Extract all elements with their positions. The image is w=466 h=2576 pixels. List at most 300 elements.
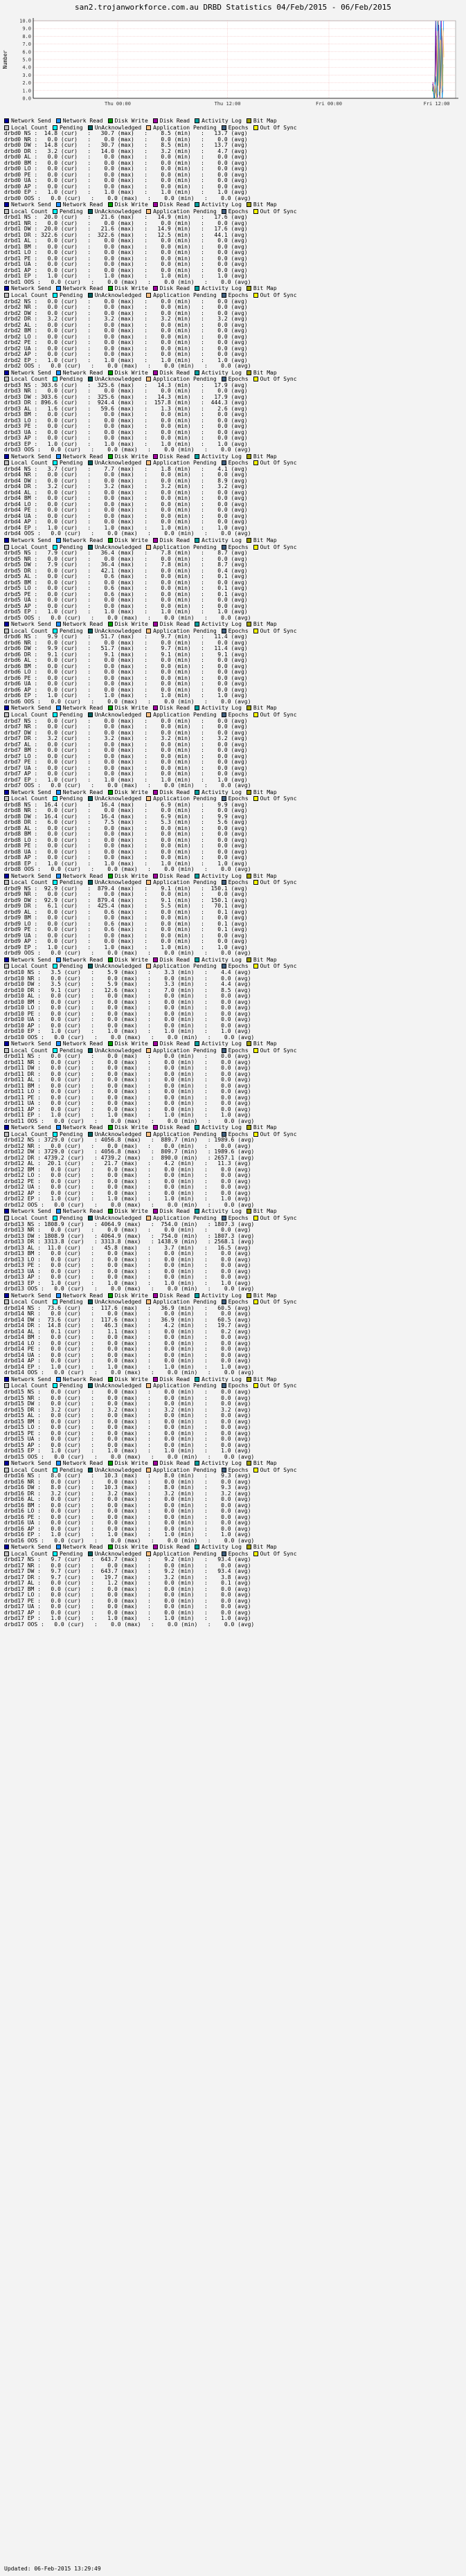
legend-row (4, 879, 466, 886)
legend-item (247, 1460, 277, 1467)
legend-label: Disk Read (159, 956, 190, 963)
legend-label: Activity Log (201, 1544, 242, 1551)
legend-label: Activity Log (201, 1292, 242, 1299)
stat-row: drbd6 OOS : 0.0 (cur) : 0.0 (max) : 0.0 (min) : 0.0 (avg) (4, 699, 251, 705)
legend-swatch (195, 957, 199, 962)
legend-item (4, 879, 48, 886)
legend-swatch (247, 1125, 251, 1130)
legend-item (53, 376, 83, 383)
device-block-drbd10 (4, 957, 466, 1041)
legend-item (53, 208, 83, 215)
legend-swatch (153, 454, 158, 459)
legend-label: UnAcknowledged (94, 1299, 142, 1306)
stat-row: drbd9 PE : 0.0 (cur) : 0.6 (max) : 0.0 (min) : 0.1 (avg) (4, 927, 248, 933)
legend-item (153, 453, 190, 460)
legend-item (247, 453, 277, 460)
legend-item (253, 1047, 297, 1054)
stat-row: drbd15 BM : 0.0 (cur) : 0.0 (max) : 0.0 (min) : 0.0 (avg) (4, 1418, 251, 1425)
legend-row (4, 537, 466, 544)
legend-label: Activity Log (201, 705, 242, 712)
stat-row: drbd9 NS : 92.9 (cur) : 879.4 (max) : 9.1 (min) : 150.1 (avg) (4, 885, 248, 892)
stat-row: drbd5 NR : 0.0 (cur) : 0.0 (max) : 0.0 (min) : 0.0 (avg) (4, 556, 248, 562)
legend-label: Pending (59, 1131, 83, 1137)
legend-label: UnAcknowledged (94, 460, 142, 467)
legend-label: Application Pending (153, 1047, 217, 1054)
statistics-panel (4, 118, 466, 1628)
legend-swatch (4, 874, 9, 879)
legend-item (4, 460, 48, 467)
legend-label: Epochs (228, 1131, 249, 1137)
legend-swatch (4, 460, 9, 465)
legend-row (4, 1124, 466, 1131)
legend-item (222, 628, 249, 635)
legend-label: Network Send (11, 1124, 51, 1131)
legend-item (146, 125, 217, 132)
legend-item (53, 1131, 83, 1138)
legend-swatch (253, 964, 258, 969)
legend-swatch (108, 1125, 113, 1130)
legend-item (153, 370, 190, 377)
legend-row (4, 705, 466, 712)
device-block-drbd8 (4, 789, 466, 873)
stat-row: drbd6 NR : 0.0 (cur) : 0.0 (max) : 0.0 (min) : 0.0 (avg) (4, 640, 248, 646)
legend-swatch (56, 202, 61, 207)
legend-swatch (253, 796, 258, 801)
legend-swatch (195, 454, 199, 459)
legend-label: Out Of Sync (260, 1215, 297, 1222)
legend-item (53, 1215, 83, 1222)
legend-item (195, 705, 242, 712)
legend-label: Out Of Sync (260, 208, 297, 215)
legend-row (4, 1376, 466, 1383)
legend-label: Epochs (228, 1047, 249, 1054)
legend-swatch (153, 622, 158, 627)
stat-row: drbd10 LO : 0.0 (cur) : 0.0 (max) : 0.0 (min) : 0.0 (avg) (4, 1005, 251, 1011)
legend-item (222, 292, 249, 299)
stat-row: drbd10 EP : 1.0 (cur) : 1.0 (max) : 1.0 (min) : 1.0 (avg) (4, 1029, 251, 1035)
legend-swatch (146, 1551, 151, 1556)
stat-row: drbd0 PE : 0.0 (cur) : 0.0 (max) : 0.0 (min) : 0.0 (avg) (4, 172, 248, 178)
legend-item (153, 1041, 190, 1047)
stat-row: drbd6 AP : 0.0 (cur) : 0.0 (max) : 0.0 (min) : 0.0 (avg) (4, 687, 248, 693)
stat-row: drbd9 UA : 0.0 (cur) : 0.0 (max) : 0.0 (min) : 0.0 (avg) (4, 933, 248, 939)
legend-item (53, 125, 83, 132)
stat-row: drbd4 LO : 0.0 (cur) : 0.0 (max) : 0.0 (min) : 0.0 (avg) (4, 501, 248, 507)
device-block-drbd12 (4, 1124, 466, 1208)
legend-swatch (253, 293, 258, 298)
legend-label: Network Read (62, 1376, 103, 1382)
legend-label: Disk Read (159, 1208, 190, 1215)
stat-row: drbd11 PE : 0.0 (cur) : 0.0 (max) : 0.0 (min) : 0.0 (avg) (4, 1095, 251, 1101)
legend-item (247, 1292, 277, 1299)
stat-row: drbd3 NR : 0.0 (cur) : 0.0 (max) : 0.0 (min) : 0.0 (avg) (4, 388, 248, 395)
legend-swatch (4, 1377, 9, 1382)
legend-swatch (195, 118, 199, 123)
legend-item (4, 1460, 51, 1467)
legend-label: Activity Log (201, 621, 242, 628)
legend-swatch (4, 293, 9, 298)
stat-row: drbd7 UA : 0.0 (cur) : 0.0 (max) : 0.0 (min) : 0.0 (avg) (4, 765, 248, 771)
legend-label: Epochs (228, 291, 249, 298)
legend-item (4, 1544, 51, 1551)
legend-item (108, 789, 148, 796)
legend-swatch (53, 629, 57, 633)
stat-row: drbd13 EP : 1.0 (cur) : 1.0 (max) : 1.0 (min) : 1.0 (avg) (4, 1280, 251, 1286)
legend-swatch (88, 209, 93, 214)
stat-row: drbd17 NR : 0.0 (cur) : 0.0 (max) : 0.0 (min) : 0.0 (avg) (4, 1562, 251, 1569)
legend-item (247, 118, 277, 125)
legend-swatch (56, 1209, 61, 1214)
legend-swatch (53, 1468, 57, 1472)
legend-item (195, 1208, 242, 1215)
legend-item (247, 1124, 277, 1131)
legend-item (88, 292, 141, 299)
legend-label: Application Pending (153, 460, 217, 467)
legend-label: Bit Map (253, 1460, 277, 1466)
legend-label: Disk Write (114, 453, 148, 460)
legend-label: Epochs (228, 627, 249, 634)
legend-swatch (53, 880, 57, 885)
legend-item (4, 1376, 51, 1383)
legend-item (4, 628, 48, 635)
legend-swatch (4, 1048, 9, 1053)
legend-swatch (4, 1383, 9, 1388)
legend-swatch (222, 1383, 226, 1388)
legend-item (153, 118, 190, 125)
legend-label: Epochs (228, 376, 249, 383)
device-block-drbd6 (4, 621, 466, 705)
legend-item (146, 1467, 217, 1474)
legend-label: UnAcknowledged (94, 124, 142, 131)
legend-item (247, 1544, 277, 1551)
legend-swatch (4, 1216, 9, 1221)
stat-row: drbd6 DW : 9.9 (cur) : 51.7 (max) : 9.7 (min) : 11.4 (avg) (4, 646, 248, 652)
legend-item (4, 795, 48, 802)
legend-label: Disk Read (159, 1544, 190, 1551)
legend-label: Out Of Sync (260, 1299, 297, 1306)
legend-label: Network Read (62, 369, 103, 376)
legend-item (108, 1376, 148, 1383)
stat-row: drbd0 DR : 3.2 (cur) : 14.0 (max) : 3.2 (min) : 4.7 (avg) (4, 148, 248, 154)
legend-label: Bit Map (253, 705, 277, 712)
legend-swatch (88, 796, 93, 801)
legend-label: Network Read (62, 956, 103, 963)
legend-label: Application Pending (153, 124, 217, 131)
legend-label: UnAcknowledged (94, 543, 142, 550)
legend-swatch (56, 622, 61, 627)
legend-label: Network Send (11, 789, 51, 795)
legend-item (222, 963, 249, 970)
stat-row: drbd9 DR : 6.1 (cur) : 425.4 (max) : 5.5 (min) : 70.1 (avg) (4, 903, 248, 910)
legend-swatch (195, 1041, 199, 1046)
legend-swatch (222, 460, 226, 465)
legend-item (153, 873, 190, 880)
stat-row: drbd10 NR : 0.0 (cur) : 0.0 (max) : 0.0 (min) : 0.0 (avg) (4, 975, 251, 982)
legend-item (53, 963, 83, 970)
legend-item (108, 705, 148, 712)
legend-swatch (108, 202, 113, 207)
legend-swatch (153, 1461, 158, 1466)
legend-swatch (222, 964, 226, 969)
stat-row: drbd17 NS : 9.7 (cur) : 643.7 (max) : 9.2 (min) : 93.4 (avg) (4, 1557, 251, 1563)
legend-swatch (247, 1209, 251, 1214)
legend-label: Activity Log (201, 1376, 242, 1382)
legend-swatch (195, 790, 199, 795)
legend-item (253, 292, 297, 299)
legend-label: Application Pending (153, 1550, 217, 1557)
updated-timestamp: Updated: 06-Feb-2015 13:29:49 (4, 2566, 101, 2572)
legend-swatch (88, 1468, 93, 1472)
stat-row: drbd8 LO : 0.0 (cur) : 0.0 (max) : 0.0 (min) : 0.0 (avg) (4, 837, 248, 843)
legend-label: Network Read (62, 201, 103, 208)
legend-label: Epochs (228, 1299, 249, 1306)
legend-swatch (53, 1299, 57, 1304)
legend-swatch (108, 1209, 113, 1214)
legend-swatch (153, 1544, 158, 1549)
legend-item (222, 712, 249, 719)
legend-swatch (4, 1551, 9, 1556)
legend-item (4, 1467, 48, 1474)
legend-item (56, 789, 103, 796)
stat-row: drbd14 NR : 0.0 (cur) : 0.0 (max) : 0.0 (min) : 0.0 (avg) (4, 1311, 251, 1317)
legend-swatch (4, 202, 9, 207)
legend-label: Bit Map (253, 1544, 277, 1551)
legend-item (4, 1292, 51, 1299)
legend-swatch (108, 1461, 113, 1466)
legend-item (53, 879, 83, 886)
legend-swatch (4, 454, 9, 459)
legend-item (153, 1124, 190, 1131)
legend-swatch (195, 286, 199, 291)
legend-row (4, 1208, 466, 1215)
legend-label: Out Of Sync (260, 795, 297, 802)
legend-item (153, 621, 190, 628)
legend-item (222, 1047, 249, 1054)
stat-row: drbd14 NS : 73.6 (cur) : 117.6 (max) : 36.9 (min) : 60.5 (avg) (4, 1305, 251, 1311)
stat-row: drbd5 DW : 7.9 (cur) : 36.4 (max) : 7.8 (min) : 8.7 (avg) (4, 562, 248, 568)
legend-swatch (153, 705, 158, 710)
legend-item (88, 1551, 141, 1558)
stat-row: drbd13 NS : 1808.9 (cur) : 4064.9 (max) : 754.0 (min) : 1807.3 (avg) (4, 1221, 255, 1227)
legend-item (253, 460, 297, 467)
legend-swatch (4, 545, 9, 550)
legend-label: Disk Write (114, 872, 148, 879)
legend-row (4, 201, 466, 208)
stat-row: drbd7 NR : 0.0 (cur) : 0.0 (max) : 0.0 (min) : 0.0 (avg) (4, 724, 248, 730)
legend-swatch (222, 1551, 226, 1556)
legend-label: Bit Map (253, 369, 277, 376)
legend-label: Bit Map (253, 1292, 277, 1299)
legend-item (253, 1299, 297, 1306)
legend-label: Pending (59, 124, 83, 131)
legend-label: Network Send (11, 453, 51, 460)
legend-swatch (153, 957, 158, 962)
legend-label: Network Read (62, 1124, 103, 1131)
stat-row: drbd14 AP : 0.0 (cur) : 0.0 (max) : 0.0 (min) : 0.0 (avg) (4, 1358, 251, 1364)
legend-label: Disk Write (114, 201, 148, 208)
legend-label: Network Send (11, 956, 51, 963)
legend-label: Network Send (11, 201, 51, 208)
stat-row: drbd4 EP : 1.0 (cur) : 1.0 (max) : 1.0 (min) : 1.0 (avg) (4, 525, 248, 531)
stat-row: drbd5 BM : 0.0 (cur) : 0.0 (max) : 0.0 (min) : 0.0 (avg) (4, 579, 248, 586)
legend-item (88, 1131, 141, 1138)
legend-row (4, 1215, 466, 1222)
legend-label: Network Read (62, 789, 103, 795)
legend-row (4, 544, 466, 551)
legend-label: Disk Write (114, 1292, 148, 1299)
stat-row: drbd3 EP : 1.0 (cur) : 1.0 (max) : 1.0 (min) : 1.0 (avg) (4, 441, 248, 447)
legend-label: Epochs (228, 879, 249, 886)
stat-row: drbd16 NS : 8.0 (cur) : 10.3 (max) : 8.0 (min) : 9.3 (avg) (4, 1473, 251, 1479)
legend-item (108, 957, 148, 964)
legend-swatch (146, 1048, 151, 1053)
legend-swatch (53, 1383, 57, 1388)
legend-item (222, 1551, 249, 1558)
legend-item (222, 376, 249, 383)
legend-item (108, 453, 148, 460)
legend-item (247, 1041, 277, 1047)
stat-row: drbd2 BM : 0.0 (cur) : 0.0 (max) : 0.0 (min) : 0.0 (avg) (4, 328, 248, 334)
stat-row: drbd11 AP : 0.0 (cur) : 0.0 (max) : 0.0 (min) : 0.0 (avg) (4, 1106, 251, 1113)
stat-row: drbd3 NS : 303.6 (cur) : 325.6 (max) : 14.3 (min) : 17.9 (avg) (4, 382, 248, 388)
legend-label: Out Of Sync (260, 543, 297, 550)
legend-item (146, 1131, 217, 1138)
legend-item (108, 537, 148, 544)
legend-swatch (4, 1299, 9, 1304)
stat-row: drbd17 LO : 0.0 (cur) : 0.0 (max) : 0.0 (min) : 0.0 (avg) (4, 1592, 251, 1598)
legend-label: Local Count (11, 1550, 48, 1557)
legend-swatch (88, 293, 93, 298)
legend-label: Disk Write (114, 621, 148, 628)
stat-row: drbd9 AL : 0.0 (cur) : 0.6 (max) : 0.0 (min) : 0.1 (avg) (4, 909, 248, 915)
drbd-chart (0, 15, 466, 118)
legend-item (53, 1047, 83, 1054)
legend-item (53, 1382, 83, 1389)
legend-item (56, 1292, 103, 1299)
legend-label: Activity Log (201, 369, 242, 376)
legend-swatch (222, 125, 226, 130)
legend-label: Application Pending (153, 376, 217, 383)
legend-item (222, 208, 249, 215)
legend-label: Disk Read (159, 453, 190, 460)
legend-label: Bit Map (253, 1376, 277, 1382)
legend-item (4, 1131, 48, 1138)
legend-swatch (88, 1299, 93, 1304)
legend-label: Network Read (62, 1544, 103, 1551)
stat-row: drbd6 AL : 0.0 (cur) : 0.0 (max) : 0.0 (min) : 0.0 (avg) (4, 658, 248, 664)
legend-label: Application Pending (153, 291, 217, 298)
stat-row: drbd7 NS : 0.0 (cur) : 0.0 (max) : 0.0 (min) : 0.0 (avg) (4, 718, 248, 724)
legend-item (146, 879, 217, 886)
legend-label: Local Count (11, 1047, 48, 1054)
legend-label: Disk Write (114, 285, 148, 292)
stat-row: drbd15 NR : 0.0 (cur) : 0.0 (max) : 0.0 (min) : 0.0 (avg) (4, 1395, 251, 1401)
legend-swatch (253, 125, 258, 130)
stat-row: drbd1 UA : 0.0 (cur) : 0.0 (max) : 0.0 (min) : 0.0 (avg) (4, 262, 248, 268)
legend-label: Epochs (228, 1382, 249, 1389)
legend-label: Network Send (11, 285, 51, 292)
legend-item (195, 201, 242, 208)
legend-item (153, 537, 190, 544)
legend-swatch (4, 790, 9, 795)
stat-row: drbd2 PE : 0.0 (cur) : 0.0 (max) : 0.0 (min) : 0.0 (avg) (4, 340, 248, 346)
legend-item (195, 789, 242, 796)
legend-label: UnAcknowledged (94, 879, 142, 886)
legend-item (253, 963, 297, 970)
legend-swatch (4, 880, 9, 885)
stat-row: drbd0 UA : 0.0 (cur) : 0.0 (max) : 0.0 (min) : 0.0 (avg) (4, 178, 248, 184)
legend-swatch (153, 370, 158, 375)
legend-swatch (146, 712, 151, 717)
legend-swatch (4, 1125, 9, 1130)
stat-row: drbd14 DR : 14.8 (cur) : 46.3 (max) : 4.2 (min) : 19.7 (avg) (4, 1323, 251, 1329)
legend-item (108, 1544, 148, 1551)
legend-item (108, 118, 148, 125)
stat-row: drbd6 PE : 0.0 (cur) : 0.0 (max) : 0.0 (min) : 0.0 (avg) (4, 675, 248, 681)
legend-label: Application Pending (153, 963, 217, 970)
legend-swatch (153, 202, 158, 207)
x-tick-label: Fri 00:00 (316, 101, 342, 107)
stat-row: drbd16 AL : 0.0 (cur) : 0.0 (max) : 0.0 (min) : 0.0 (avg) (4, 1497, 251, 1503)
stat-row: drbd16 PE : 0.0 (cur) : 0.0 (max) : 0.0 (min) : 0.0 (avg) (4, 1514, 251, 1520)
legend-label: Network Read (62, 118, 103, 124)
legend-label: Pending (59, 208, 83, 215)
stat-row: drbd11 DR : 0.0 (cur) : 0.0 (max) : 0.0 (min) : 0.0 (avg) (4, 1071, 251, 1077)
y-tick-label: 5.0 (22, 57, 31, 63)
legend-label: Epochs (228, 711, 249, 718)
legend-swatch (222, 1216, 226, 1221)
legend-swatch (146, 545, 151, 550)
legend-swatch (108, 286, 113, 291)
page-title: san2.trojanworkforce.com.au DRBD Statistics 04/Feb/2015 - 06/Feb/2015 (75, 3, 391, 12)
legend-item (4, 285, 51, 292)
legend-item (4, 712, 48, 719)
legend-item (222, 1215, 249, 1222)
legend-swatch (247, 202, 251, 207)
legend-item (4, 1299, 48, 1306)
legend-row (4, 118, 466, 125)
stat-row: drbd13 NR : 0.0 (cur) : 0.0 (max) : 0.0 (min) : 0.0 (avg) (4, 1227, 251, 1234)
legend-label: Out Of Sync (260, 879, 297, 886)
stat-row: drbd16 NR : 0.0 (cur) : 0.0 (max) : 0.0 (min) : 0.0 (avg) (4, 1479, 251, 1485)
legend-label: Local Count (11, 124, 48, 131)
legend-row (4, 1041, 466, 1047)
legend-swatch (153, 1125, 158, 1130)
legend-swatch (153, 1293, 158, 1298)
stat-row: drbd5 AL : 0.0 (cur) : 0.6 (max) : 0.0 (min) : 0.1 (avg) (4, 574, 248, 580)
stat-row: drbd5 LO : 0.0 (cur) : 0.6 (max) : 0.0 (min) : 0.1 (avg) (4, 586, 248, 592)
legend-swatch (56, 874, 61, 879)
legend-label: Disk Read (159, 1292, 190, 1299)
legend-label: Pending (59, 1047, 83, 1054)
legend-item (4, 118, 51, 125)
stat-row: drbd9 DW : 92.9 (cur) : 879.4 (max) : 9.1 (min) : 150.1 (avg) (4, 897, 248, 903)
legend-row (4, 1292, 466, 1299)
legend-label: Bit Map (253, 789, 277, 795)
stat-row: drbd3 OOS : 0.0 (cur) : 0.0 (max) : 0.0 (min) : 0.0 (avg) (4, 447, 251, 453)
stat-row: drbd12 LO : 0.0 (cur) : 0.0 (max) : 0.0 (min) : 0.0 (avg) (4, 1173, 251, 1179)
device-block-drbd14 (4, 1292, 466, 1376)
legend-swatch (53, 460, 57, 465)
legend-swatch (195, 1209, 199, 1214)
legend-swatch (195, 705, 199, 710)
legend-swatch (222, 209, 226, 214)
legend-swatch (88, 880, 93, 885)
legend-swatch (222, 629, 226, 633)
legend-item (4, 453, 51, 460)
stat-row: drbd14 LO : 0.0 (cur) : 0.0 (max) : 0.0 (min) : 0.0 (avg) (4, 1340, 251, 1346)
legend-swatch (222, 1299, 226, 1304)
